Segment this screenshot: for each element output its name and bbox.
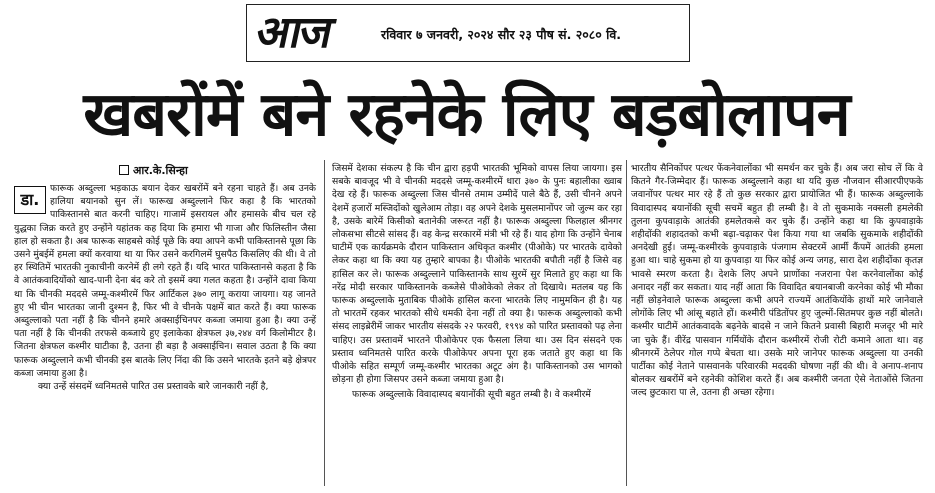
article-paragraph: भारतीय सैनिकोंपर पत्थर फेंकनेवालोंका भी समर्थन कर चुके हैं। अब जरा सोच लें कि वे कितने गैर-जिम्मेदार हैं। फारूक अब्दुल्लाने कहा था यदि कुछ नौजवान सीआरपीएफके जवानोंपर पत्थर मार रहे हैं तो कुछ सरकार द्वारा प्रायोजित भी हैं। फारूक अब्दुल्लाके विवादास्पद बयानोंकी सूची सचमें बहुत ही लम्बी है। वे तो सुकमाके नक्सली हमलेकी तुलना कुपवाड़ाके आतंकी हमलेतकसे कर चुके हैं। उन्होंने कहा था कि कुपवाड़ाके शहीदोंकी शहादतको कभी बढ़ा-चढ़ाकर पेश किया गया था जबकि सुकमाके शहीदोंकी अनदेखी हुई। जम्मू-कश्मीरके कुपवाड़ाके पंजगाम सेक्टरमें आर्मी कैंपमें आतंकी हमला हुआ था। चाहे सुकमा हो या कुपवाड़ा या फिर कोई अन्य जगह, सारा देश शहीदोंका कृतज्ञ भावसे स्मरण करता है। देशके लिए अपने प्राणोंका नजराना पेश करनेवालोंका कोई अनादर नहीं कर सकता। याद नहीं आता कि विवादित बयानबाजी करनेका कोई भी मौका नहीं छोड़नेवाले फारूक अब्दुल्ला कभी अपने राज्यमें आतंकियोंके हाथों मारे जानेवाले लोगोंके लिए भी आंसू बहाते हों। कश्मीरी पंडितोंपर हुए जुल्मों-सितमपर कुछ नहीं बोलते। कश्मीर घाटीमें आतंकवादके बढ़नेके बादसे न जाने कितने प्रवासी बिहारी मजदूर भी मारे जा चुके हैं। वीरेंद्र पासवान गर्मियोंके दौरान कश्मीरमें रोजी रोटी कमाने आता था। वह श्रीनगरमें ठेलेपर गोल गप्पे बेचता था। उसके मारे जानेपर फारूक अब्दुल्ला या उनकी पार्टीका कोई नेताने पासवानके परिवारकी मददकी घोषणा नहीं की थी। वे अनाप-शनाप बोलकर खबरोंमें बने रहनेकी कोशिश करते हैं। अब कश्मीरी जनता ऐसे नेताओंसे जितना जल्द छुटकारा पा ले, उतना ही अच्छा रहेगा।	[631, 163, 923, 399]
newspaper-logo: आज	[251, 7, 337, 58]
drop-cap: डा.	[14, 186, 46, 214]
square-bullet-icon	[119, 165, 129, 175]
article-column-2	[332, 162, 622, 402]
article-paragraph: क्या उन्हें संसदमें ध्वनिमतसे पारित उस प्रस्तावके बारे जानकारी नहीं है,	[38, 381, 269, 393]
byline	[119, 163, 316, 178]
headline: खबरोंमें बने रहनेके लिए बड़बोलापन	[83, 79, 850, 150]
column-divider	[324, 160, 325, 486]
column-divider	[626, 160, 627, 486]
masthead	[246, 4, 690, 62]
dateline: रविवार ७ जनवरी, २०२४ सौर २३ पौष सं. २०८० वि.	[381, 27, 622, 42]
author-name: आर.के.सिन्हा	[133, 164, 188, 177]
article-column-1	[14, 163, 316, 393]
article-column-3	[631, 162, 923, 400]
article-paragraph: फारूक अब्दुल्ला भड़काऊ बयान देकर खबरोंमें बने रहना चाहते हैं। अब उनके हालिया बयानको सुन लें। फारूख अब्दुल्लाने फिर कहा है कि भारतको पाकिस्तानसे बात करनी चाहिए। गाजामें इसरायल और हमासके बीच चल रहे युद्धका जिक्र करते हुए उन्होंने यहांतक कह दिया कि हमारा भी गाजा और फिलिस्तीन जैसा हाल हो सकता है। अब फारूक साहबसे कोई पूछे कि क्या आपने कभी पाकिस्तानसे पूछा कि उसने मुंबईमें हमला क्यों करवाया था या फिर उसने करगिलमें घुसपैठ किसलिए की थी। वे तो हर स्थितिमें भारतकी नुकाचीनी करनेमें ही लगे रहते हैं। यदि भारत पाकिस्तानसे कहता है कि वे आतंकवादियोंको खाद-पानी देना बंद करे तो इसमें क्या गलत कहता है। उन्होंने दावा किया था कि चीनकी मददसे जम्मू-कश्मीरमें फिर आर्टिकल ३७० लागू कराया जायगा। यह जानते हुए भी चीन भारतका जानी दुश्मन है, फिर भी वे चीनके पक्षमें बात करते हैं। क्या फारूक अब्दुल्लाको पता नहीं है कि चीनने हमारे अक्साईचिनपर कब्जा जमाया हुआ है। क्या उन्हें पता नहीं है कि चीनकी तरफसे कब्जाये हुए इलाकेका क्षेत्रफल ३७,२४४ वर्ग किलोमीटर है। जितना क्षेत्रफल कश्मीर घाटीका है, उतना ही बड़ा है अक्साईचिन। सवाल उठता है कि क्या फारूक अब्दुल्लाने कभी चीनकी इस बातके लिए निंदा की कि उसने भारतके इतने बड़े क्षेत्रपर कब्जा जमाया हुआ है।	[14, 183, 316, 379]
article-paragraph: फारूक अब्दुल्लाके विवादास्पद बयानोंकी सूची बहुत लम्बी है। वे कश्मीरमें	[352, 389, 591, 401]
article-paragraph: जिसमें देशका संकल्प है कि चीन द्वारा हड़पी भारतकी भूमिको वापस लिया जायगा। इस सबके बावजूद भी वे चीनकी मददसे जम्मू-कश्मीरमें धारा ३७० के पुनः बहालीका ख्वाब देख रहे हैं। फारूक अब्दुल्ला जिस चीनसे तमाम उम्मीदें पाले बैठे हैं, उसी चीनने अपने देशमें हजारों मस्जिदोंको खुलेआम तोड़ा। वह अपने देशके मुसलमानोंपर जो जुल्म कर रहा है, उसके बारेमें किसीको बतानेकी जरूरत नहीं है। फारूक अब्दुल्ला फिलहाल श्रीनगर लोकसभा सीटसे सांसद हैं। वह केन्द्र सरकारमें मंत्री भी रहे हैं। याद होगा कि उन्होंने चेनाब घाटीमें एक कार्यक्रमके दौरान पाकिस्तान अधिकृत कश्मीर (पीओके) पर भारतके दावेको लेकर कहा था कि क्या यह तुम्हारे बापका है। पीओके भारतकी बपौती नहीं है जिसे वह हासिल कर ले। फारूक अब्दुल्लाने पाकिस्तानके साथ सुरमें सुर मिलाते हुए कहा था कि नरेंद्र मोदी सरकार पाकिस्तानके कब्जेसे पीओकेको लेकर तो दिखाये। मतलब यह कि फारूक अब्दुल्लाके मुताबिक पीओके हासिल करना भारतके लिए नामुमकिन ही है। यह तो भारतमें रहकर भारतको सीधे धमकी देना नहीं तो क्या है। फारूक अब्दुल्लाको कभी संसद लाइब्रेरीमें जाकर भारतीय संसदके २२ फरवरी, १९९४ को पारित प्रस्तावको पढ़ लेना चाहिए। उस प्रस्तावमें भारतने पीओकेपर एक फैसला लिया था। उस दिन संसदने एक प्रस्ताव ध्वनिमतसे पारित करके पीओकेपर अपना पूरा हक जताते हुए कहा था कि पीओके सहित सम्पूर्ण जम्मू-कश्मीर भारतका अटूट अंग है। पाकिस्तानको उस भागको छोड़ना ही होगा जिसपर उसने कब्जा जमाया हुआ है।	[332, 163, 622, 386]
